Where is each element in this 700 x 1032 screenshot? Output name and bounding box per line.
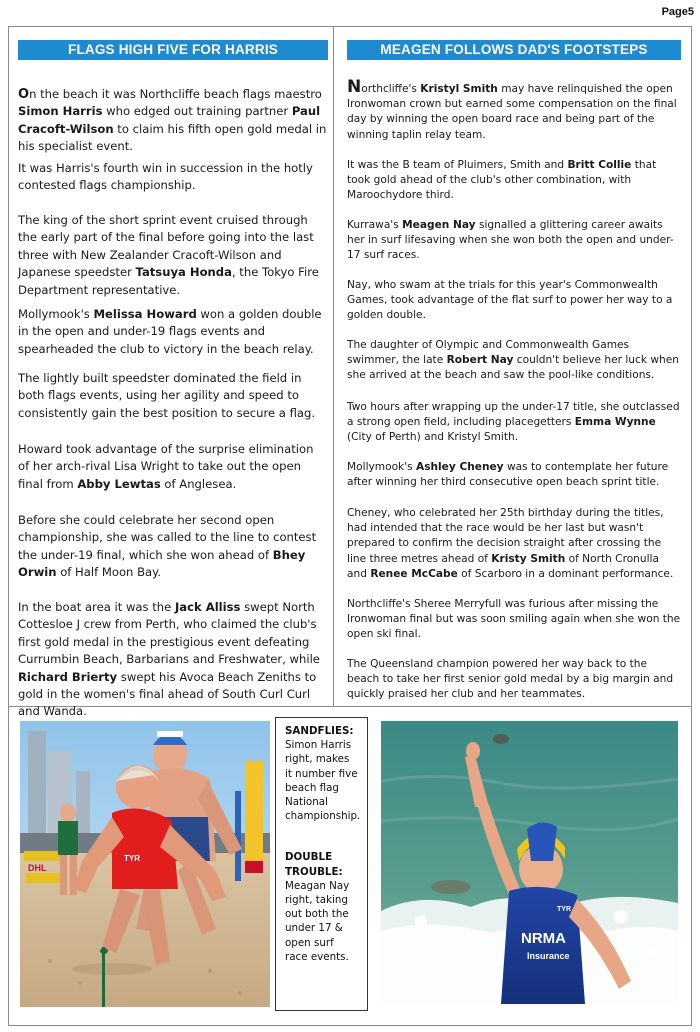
text-run: signalled a glittering career awaits her in surf lifesaving when she won both the open and under-17 surf races. xyxy=(347,219,674,262)
drop-cap-letter: N xyxy=(347,77,362,97)
text-run: It was the B team of Pluimers, Smith and xyxy=(347,159,568,171)
text-run: may have relinquished the open Ironwoman crown but earned some compensation on the final day by winning the open board race and being part of the winning taplin relay team. xyxy=(347,83,677,141)
left-article xyxy=(18,40,328,719)
article-paragraph xyxy=(347,657,681,703)
sandflies-caption-title: SANDFLIES: xyxy=(285,725,354,737)
article-paragraph xyxy=(18,512,328,582)
bold-name: Simon Harris xyxy=(18,104,103,119)
article-paragraph xyxy=(347,158,681,204)
text-run: of Scarboro in a dominant performance. xyxy=(457,567,674,580)
right-article-title: MEAGEN FOLLOWS DAD'S FOOTSTEPS xyxy=(347,40,681,60)
text-run: Mollymook's xyxy=(18,307,94,321)
bold-name: Bhey Orwin xyxy=(18,547,306,580)
bold-name: Tatsuya Honda xyxy=(135,265,232,280)
text-run: Nay, who swam at the trials for this year's Commonwealth Games, took advantage of the flat surf to power her way to a golden double. xyxy=(347,279,673,322)
article-paragraph xyxy=(18,212,328,299)
text-run: The king of the short sprint event cruised through the early part of the final before going into the last three with New Zealander Cracoft-Wilson and Japanese speedster xyxy=(18,213,314,280)
text-run: Northcliffe's Sheree Merryfull was furious after missing the Ironwoman final but was soon smiling again when she won the open ski final. xyxy=(347,598,681,641)
bold-name: Meagen Nay xyxy=(402,219,476,231)
text-run: It was Harris's fourth win in succession in the hotly contested flags championship. xyxy=(18,161,313,193)
article-paragraph xyxy=(18,160,328,195)
bold-name: Britt Collie xyxy=(567,159,632,171)
text-run: n the beach it was Northcliffe beach flags maestro xyxy=(29,87,322,101)
text-run: who edged out training partner xyxy=(102,104,292,119)
text-run: of Half Moon Bay. xyxy=(56,565,162,580)
bold-name: Emma Wynne xyxy=(574,416,656,429)
bold-name: Kristy Smith xyxy=(491,552,566,565)
text-run: Two hours after wrapping up the under-17 title, she outclassed a strong open field, including placegetters xyxy=(347,401,680,429)
text-run: won a golden double in the open and under-19 flags events and spearheaded the club to victory in the beach relay. xyxy=(18,307,322,356)
text-run: Kurrawa's xyxy=(347,219,403,231)
bold-name: Melissa Howard xyxy=(93,307,197,321)
article-paragraph xyxy=(347,218,681,264)
article-paragraph xyxy=(18,86,328,156)
text-run: to claim his fifth open gold medal in his specialist event. xyxy=(18,121,327,154)
bold-name: Renee McCabe xyxy=(370,567,458,580)
text-run: swept his Avoca Beach Zeniths to gold in the women's final ahead of South Curl Curl and Wanda. xyxy=(18,669,317,719)
insurance-sponsor-text: Insurance xyxy=(527,951,570,961)
bold-name: Robert Nay xyxy=(446,354,514,367)
article-paragraph xyxy=(347,77,681,143)
text-run: Cheney, who celebrated her 25th birthday during the titles, had intended that the race would be her last but wasn't prepared to confirm the decision straight after crossing the line three metres ahead of xyxy=(347,507,664,565)
text-run: The daughter of Olympic and Commonwealth Games swimmer, the late xyxy=(347,339,630,367)
drop-cap-letter: O xyxy=(18,87,30,102)
article-paragraph xyxy=(347,460,681,490)
text-run: Mollymook's xyxy=(347,461,416,473)
text-run: that took gold ahead of the club's other combination, with Maroochydore third. xyxy=(347,159,657,202)
article-paragraph xyxy=(18,441,328,493)
text-run: couldn't believe her luck when she arrived at the beach and saw the pool-like conditions. xyxy=(347,354,679,382)
text-run: Before she could celebrate her second open championship, she was called to the line to contest the under-19 final, which she won ahead of xyxy=(18,513,317,562)
article-paragraph xyxy=(18,306,328,358)
article-paragraph xyxy=(347,400,681,446)
photo-caption-box xyxy=(275,717,368,1011)
right-article xyxy=(347,40,681,701)
dhl-banner-text: DHL xyxy=(28,863,47,873)
left-article-title: FLAGS HIGH FIVE FOR HARRIS xyxy=(18,40,328,60)
bold-name: Paul Cracoft-Wilson xyxy=(18,104,321,136)
text-run: was to contemplate her future after winning her third consecutive open beach sprint title. xyxy=(347,461,669,489)
text-run: orthcliffe's xyxy=(361,83,421,95)
article-paragraph xyxy=(347,278,681,324)
bold-name: Jack Alliss xyxy=(174,600,241,614)
bold-name: Kristyl Smith xyxy=(420,83,498,95)
surf-race-photo xyxy=(381,721,678,1004)
bold-name: Richard Brierty xyxy=(18,669,118,684)
tyr-logo-text: TYR xyxy=(124,854,140,863)
bold-name: Abby Lewtas xyxy=(77,476,161,491)
double-trouble-caption-title: DOUBLE TROUBLE: xyxy=(285,851,343,878)
tyr-suit-text: TYR xyxy=(557,906,571,913)
beach-flags-photo xyxy=(20,721,270,1007)
text-run: Howard took advantage of the surprise elimination of her arch-rival Lisa Wright to take out the open final from xyxy=(18,442,314,491)
text-run: The Queensland champion powered her way back to the beach to take her first senior gold medal by a big margin and quickly praised her club and her teammates. xyxy=(347,658,674,701)
column-divider xyxy=(333,26,334,706)
text-run: In the boat area it was the xyxy=(18,600,175,614)
article-paragraph xyxy=(347,338,681,384)
text-run: of North Cronulla and xyxy=(347,552,659,580)
article-paragraph xyxy=(347,506,681,582)
article-paragraph xyxy=(347,597,681,643)
page-number: Page5 xyxy=(661,6,694,18)
article-paragraph xyxy=(18,370,328,422)
nrma-sponsor-text: NRMA xyxy=(521,930,566,947)
text-run: of Anglesea. xyxy=(160,476,237,491)
text-run: (City of Perth) and Kristyl Smith. xyxy=(347,431,519,444)
sandflies-caption-text: Simon Harris right, makes it number five beach flag National championship. xyxy=(285,739,361,823)
text-run: The lightly built speedster dominated the field in both flags events, using her agility and speed to consistently gain the best position to secure a flag. xyxy=(18,371,316,420)
bold-name: Ashley Cheney xyxy=(416,461,504,473)
text-run: , the Tokyo Fire Department representative. xyxy=(18,265,319,297)
text-run: swept North Cottesloe J crew from Perth, who claimed the club's first gold medal in the prestigious event defeating Currumbin Beach, Barbarians and Freshwater, while xyxy=(18,600,320,667)
article-paragraph xyxy=(18,599,328,721)
double-trouble-caption-text: Meagan Nay right, taking out both the under 17 & open surf race events. xyxy=(285,879,350,963)
